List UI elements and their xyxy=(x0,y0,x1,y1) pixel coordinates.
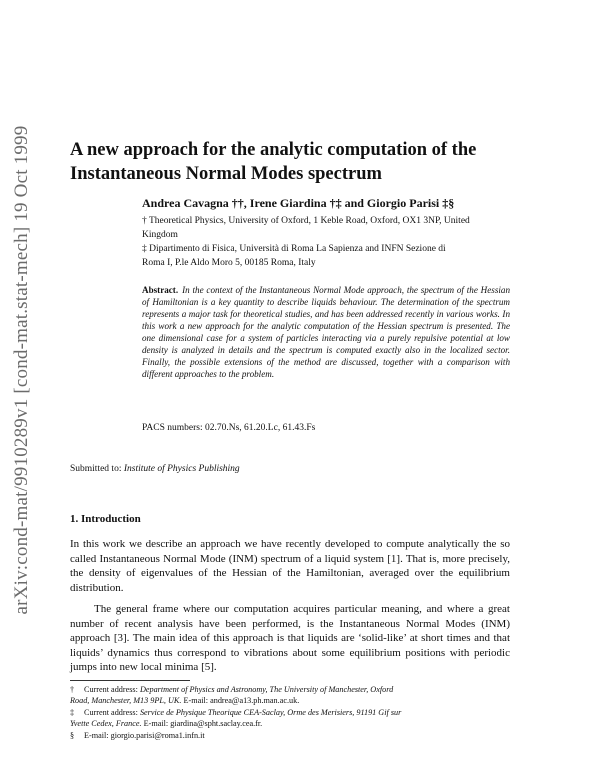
footnote-mark: ‡ xyxy=(70,707,75,717)
footnote-email: E-mail: giorgio.parisi@roma1.infn.it xyxy=(84,730,205,740)
footnote-3 xyxy=(70,730,510,741)
footnote-label: Current address: xyxy=(84,707,138,717)
pacs-numbers: PACS numbers: 02.70.Ns, 61.20.Lc, 61.43.Fs xyxy=(142,423,316,433)
title-line: Instantaneous Normal Modes spectrum xyxy=(70,164,382,184)
affiliation-oxford xyxy=(142,214,512,242)
submitted-journal: Institute of Physics Publishing xyxy=(123,464,240,474)
footnote-label: Current address: xyxy=(84,685,138,694)
affiliation-line: Roma I, P.le Aldo Moro 5, 00185 Roma, Italy xyxy=(142,258,316,268)
footnotes xyxy=(70,684,510,741)
footnote-mark: † xyxy=(70,685,75,694)
title-line: A new approach for the analytic computation of the xyxy=(70,140,477,160)
footnote-email: E-mail: giardina@spht.saclay.cea.fr. xyxy=(143,719,263,729)
submitted-to xyxy=(70,464,240,474)
abstract-text: In the context of the Instantaneous Normal Mode approach, the spectrum of the Hessian of Hamiltonian is a key quantity to describe liquids behaviour. The determination of the spectrum represents a major task for theoretical studies, and has been addressed recently in various works. In this work a new approach for the analytic computation of the Hessian spectrum is presented. The one dimensional case for a system of particles interacting via a purely repulsive potential at low density is analyzed in details and the spectrum is computed exactly also in the localized sector. Finally, the possible extensions of the method are discussed, together with a comparison with different approaches to the problem. xyxy=(142,285,510,379)
footnote-2 xyxy=(70,707,510,718)
footnote-address: Yvette Cedex, France. xyxy=(70,719,142,729)
author-list: Andrea Cavagna ††, Irene Giardina †‡ and Giorgio Parisi ‡§ xyxy=(142,196,455,210)
footnote-mark: § xyxy=(70,730,75,740)
submitted-label: Submitted to: xyxy=(70,464,122,474)
arxiv-identifier: arXiv:cond-mat/9910289v1 [cond-mat.stat-mech] 19 Oct 1999 xyxy=(11,125,32,615)
footnote-rule xyxy=(70,680,190,681)
footnote-1 xyxy=(70,684,510,695)
affiliation-roma xyxy=(142,242,512,270)
abstract xyxy=(142,284,510,380)
footnote-address: Service de Physique Theorique CEA-Saclay, Orme des Merisiers, 91191 Gif sur xyxy=(139,707,402,717)
footnote-1-continued xyxy=(70,695,510,706)
footnote-address: Department of Physics and Astronomy, The University of Manchester, Oxford xyxy=(139,685,394,694)
affiliation-line: ‡ Dipartimento di Fisica, Università di Roma La Sapienza and INFN Sezione di xyxy=(142,244,446,254)
body-paragraph: In this work we describe an approach we have recently developed to compute analytically the so called Instantaneous Normal Mode (INM) spectrum of a liquid system [1]. That is, more precisely, the density of eigenvalues of the Hessian of the Hamiltonian, averaged over the equilibrium distribution. xyxy=(70,538,510,594)
abstract-label: Abstract. xyxy=(142,285,179,295)
affiliation-line: Kingdom xyxy=(142,230,178,240)
footnote-2-continued xyxy=(70,718,510,729)
affiliation-line: † Theoretical Physics, University of Oxford, 1 Keble Road, Oxford, OX1 3NP, United xyxy=(142,216,470,226)
arxiv-sidebar-stamp xyxy=(8,100,36,640)
section-heading: 1. Introduction xyxy=(70,513,141,525)
body-paragraph: The general frame where our computation acquires particular meaning, and where a great number of recent analysis have been performed, is the Instantaneous Normal Modes (INM) approach [3]. The main idea of this approach is that liquids are ‘solid-like’ at short times and that liquids’ dynamics thus correspond to vibrations about some equilibrium positions with periodic jumps into new local minima [5]. xyxy=(70,603,510,674)
paper-title xyxy=(70,138,510,186)
footnote-email: E-mail: andrea@a13.ph.man.ac.uk. xyxy=(183,696,300,706)
footnote-address: Road, Manchester, M13 9PL, UK. xyxy=(70,696,182,706)
